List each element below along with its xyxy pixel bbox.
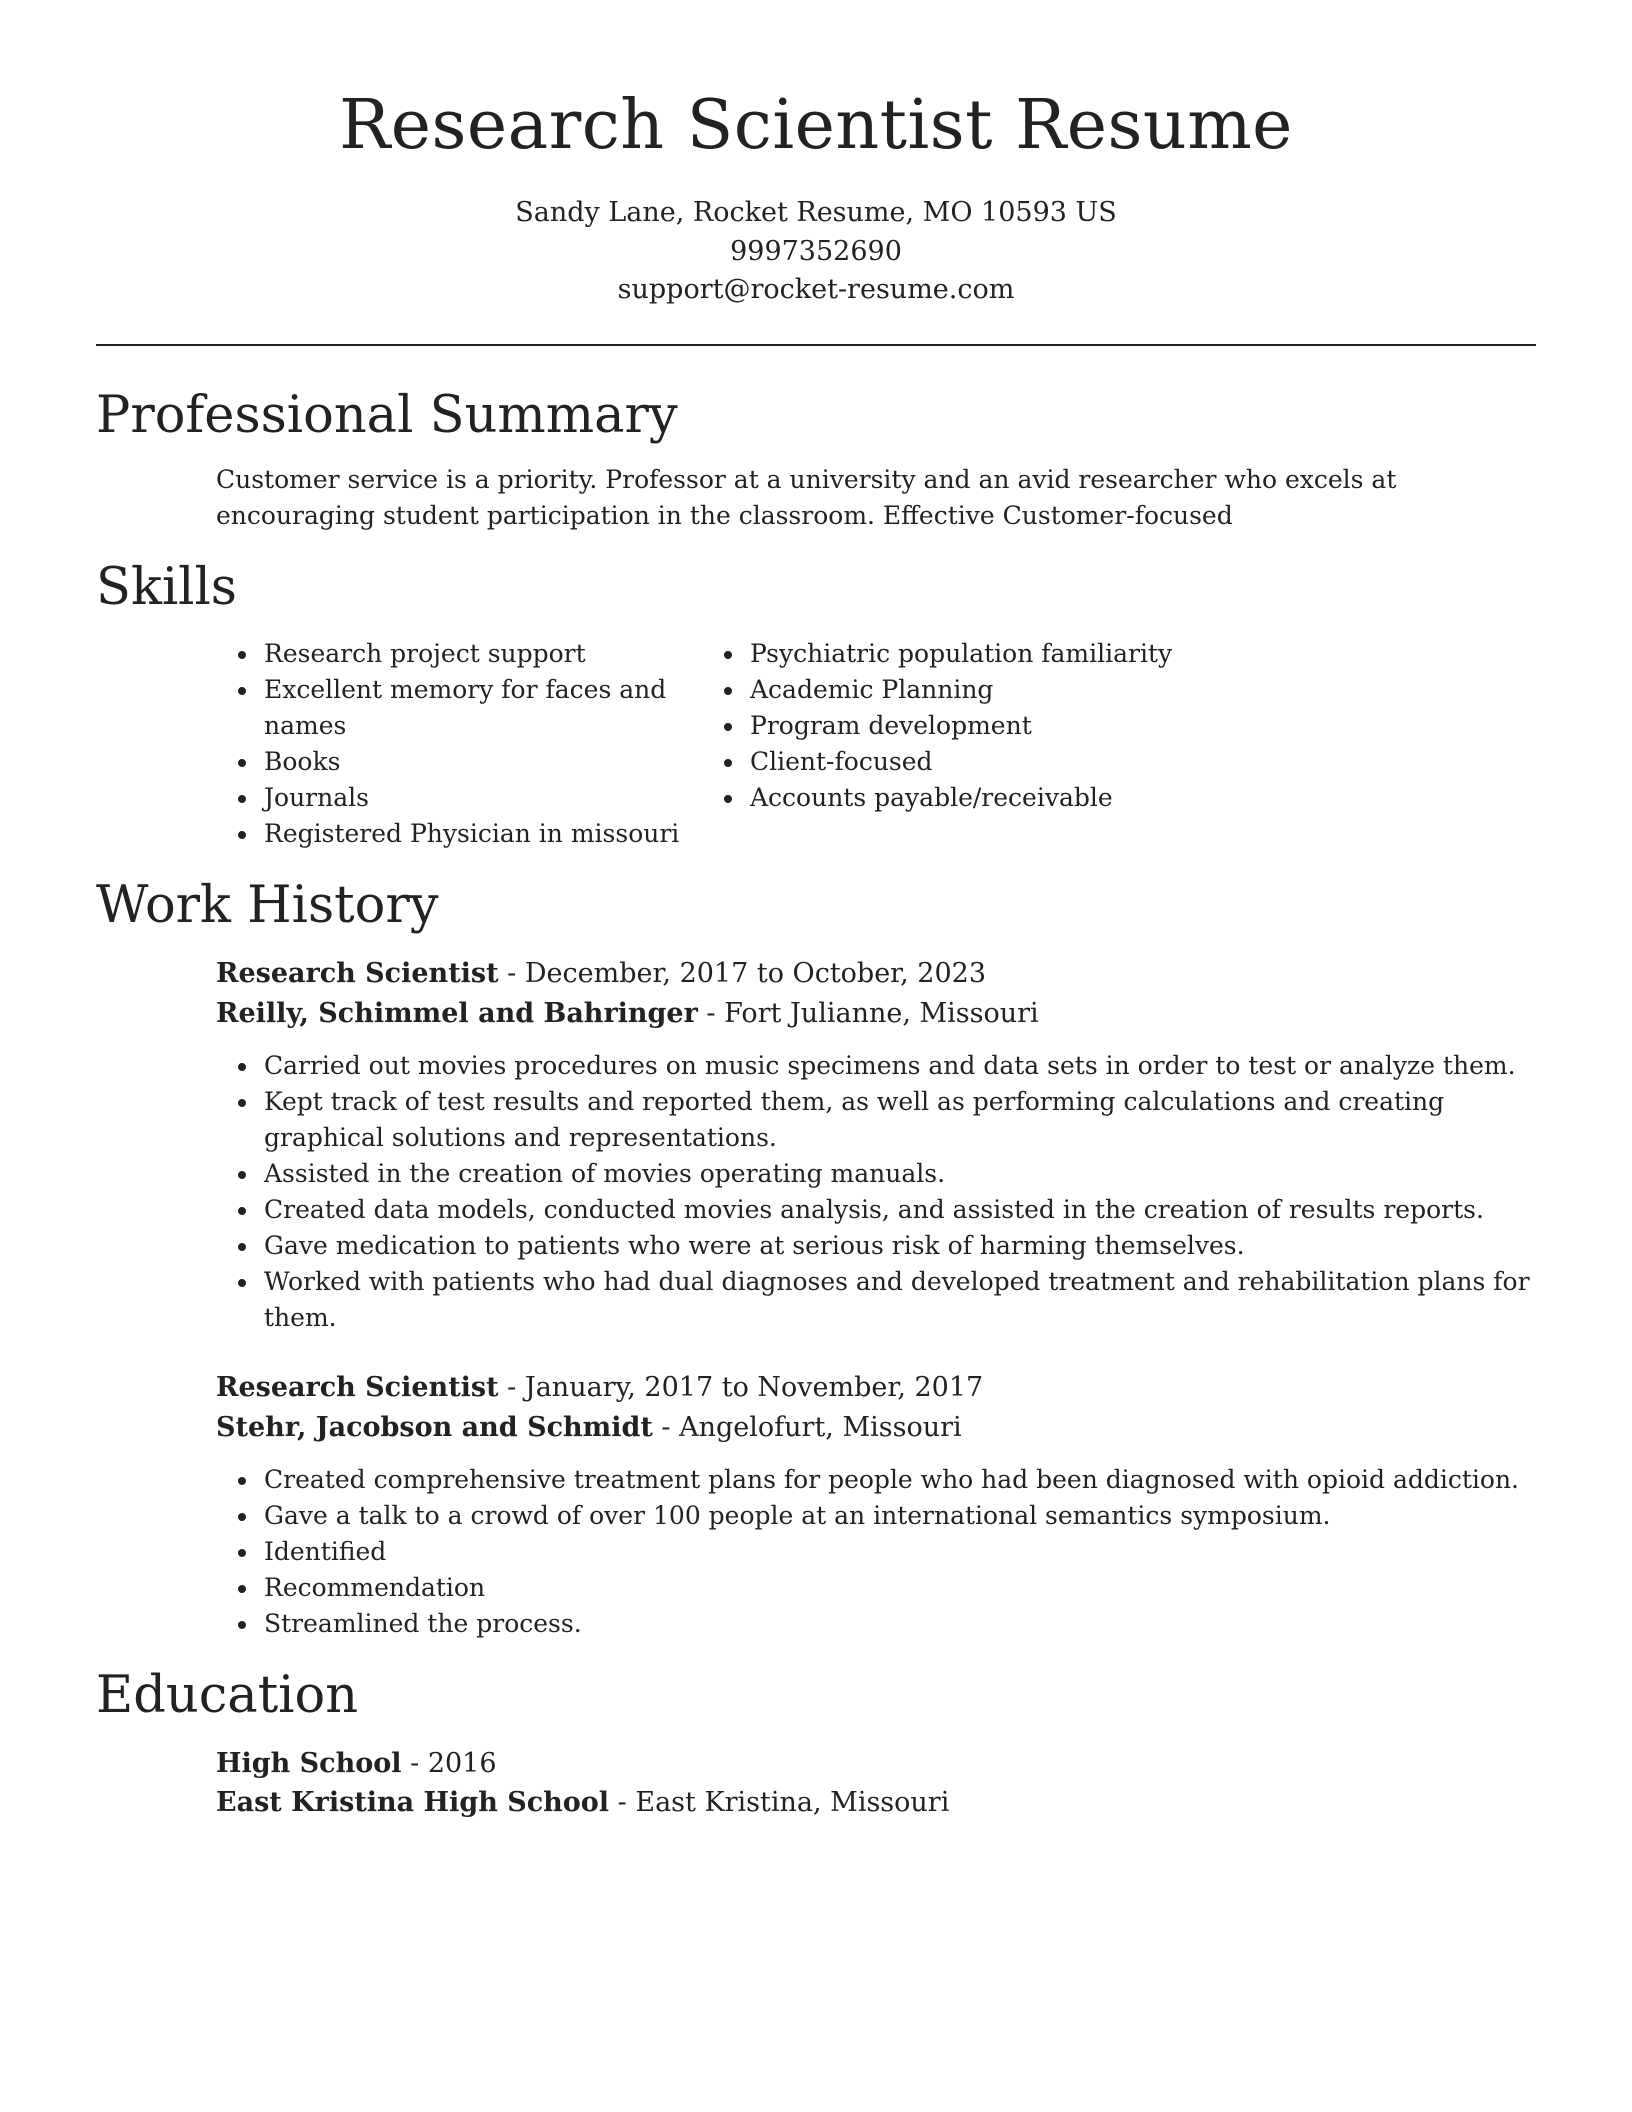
skill-item: • Accounts payable/receivable <box>746 780 1232 816</box>
contact-address: Sandy Lane, Rocket Resume, MO 10593 US <box>515 197 1117 228</box>
skills-heading: Skills <box>96 557 237 617</box>
education-degree: High School <box>216 1747 402 1779</box>
job-dates: - January, 2017 to November, 2017 <box>498 1371 984 1403</box>
summary-text: Customer service is a priority. Professor at a university and an avid researcher who excels at encouraging student participation in the classroom. Effective Customer-focused <box>216 464 1397 530</box>
job-duty: • Assisted in the creation of movies operating manuals. <box>260 1156 1536 1192</box>
job-duty: • Gave a talk to a crowd of over 100 people at an international semantics symposium. <box>260 1498 1536 1534</box>
job-entry <box>216 954 1536 1336</box>
contact-phone: 9997352690 <box>730 235 902 267</box>
job-entry <box>216 1368 1536 1642</box>
skills-list <box>96 636 1536 852</box>
skill-item: • Psychiatric population familiarity <box>746 636 1232 672</box>
contact-block <box>96 194 1536 310</box>
job-dates: - December, 2017 to October, 2023 <box>498 957 987 989</box>
skill-item: • Registered Physician in missouri <box>260 816 746 852</box>
job-duty: • Kept track of test results and reported them, as well as performing calculations and creating graphical solutions and representations. <box>260 1084 1536 1156</box>
job-location: - Fort Julianne, Missouri <box>697 997 1039 1029</box>
job-location: - Angelofurt, Missouri <box>652 1411 962 1443</box>
job-duty: • Created comprehensive treatment plans for people who had been diagnosed with opioid addiction. <box>260 1462 1536 1498</box>
skill-item: • Books <box>260 744 746 780</box>
work-history-heading: Work History <box>96 875 439 935</box>
skill-item: • Journals <box>260 780 746 816</box>
education-entry <box>216 1744 1536 1822</box>
job-duty: • Recommendation <box>260 1570 1536 1606</box>
skills-column-left <box>96 636 746 852</box>
job-title: Research Scientist <box>216 1371 499 1403</box>
education-school-line <box>216 1783 1536 1822</box>
job-duty: • Gave medication to patients who were at serious risk of harming themselves. <box>260 1228 1536 1264</box>
education-heading: Education <box>96 1665 359 1725</box>
skill-item: • Academic Planning <box>746 672 1232 708</box>
job-duties <box>216 1462 1536 1642</box>
job-duty: • Streamlined the process. <box>260 1606 1536 1642</box>
education-location: - East Kristina, Missouri <box>609 1786 950 1818</box>
job-duty: • Worked with patients who had dual diagnoses and developed treatment and rehabilitation plans for them. <box>260 1264 1536 1336</box>
job-employer: Stehr, Jacobson and Schmidt <box>216 1411 653 1443</box>
job-title: Research Scientist <box>216 957 499 989</box>
resume-title: Research Scientist Resume <box>339 86 1293 165</box>
summary-heading: Professional Summary <box>96 385 678 445</box>
skill-item: • Program development <box>746 708 1232 744</box>
job-employer: Reilly, Schimmel and Bahringer <box>216 997 698 1029</box>
job-duty: • Identified <box>260 1534 1536 1570</box>
education-degree-line <box>216 1744 1536 1783</box>
contact-email: support@rocket-resume.com <box>617 274 1015 305</box>
job-title-line <box>216 1368 1536 1408</box>
skill-item: • Research project support <box>260 636 746 672</box>
skill-item: • Excellent memory for faces and names <box>260 672 746 744</box>
skill-item: • Client-focused <box>746 744 1232 780</box>
job-duty: • Created data models, conducted movies analysis, and assisted in the creation of results reports. <box>260 1192 1536 1228</box>
job-employer-line <box>216 994 1536 1034</box>
education-year: - 2016 <box>401 1747 497 1779</box>
header-divider <box>96 344 1536 346</box>
job-duties <box>216 1048 1536 1336</box>
job-title-line <box>216 954 1536 994</box>
job-employer-line <box>216 1408 1536 1448</box>
education-school: East Kristina High School <box>216 1786 610 1818</box>
skills-column-right <box>746 636 1232 852</box>
job-duty: • Carried out movies procedures on music specimens and data sets in order to test or analyze them. <box>260 1048 1536 1084</box>
